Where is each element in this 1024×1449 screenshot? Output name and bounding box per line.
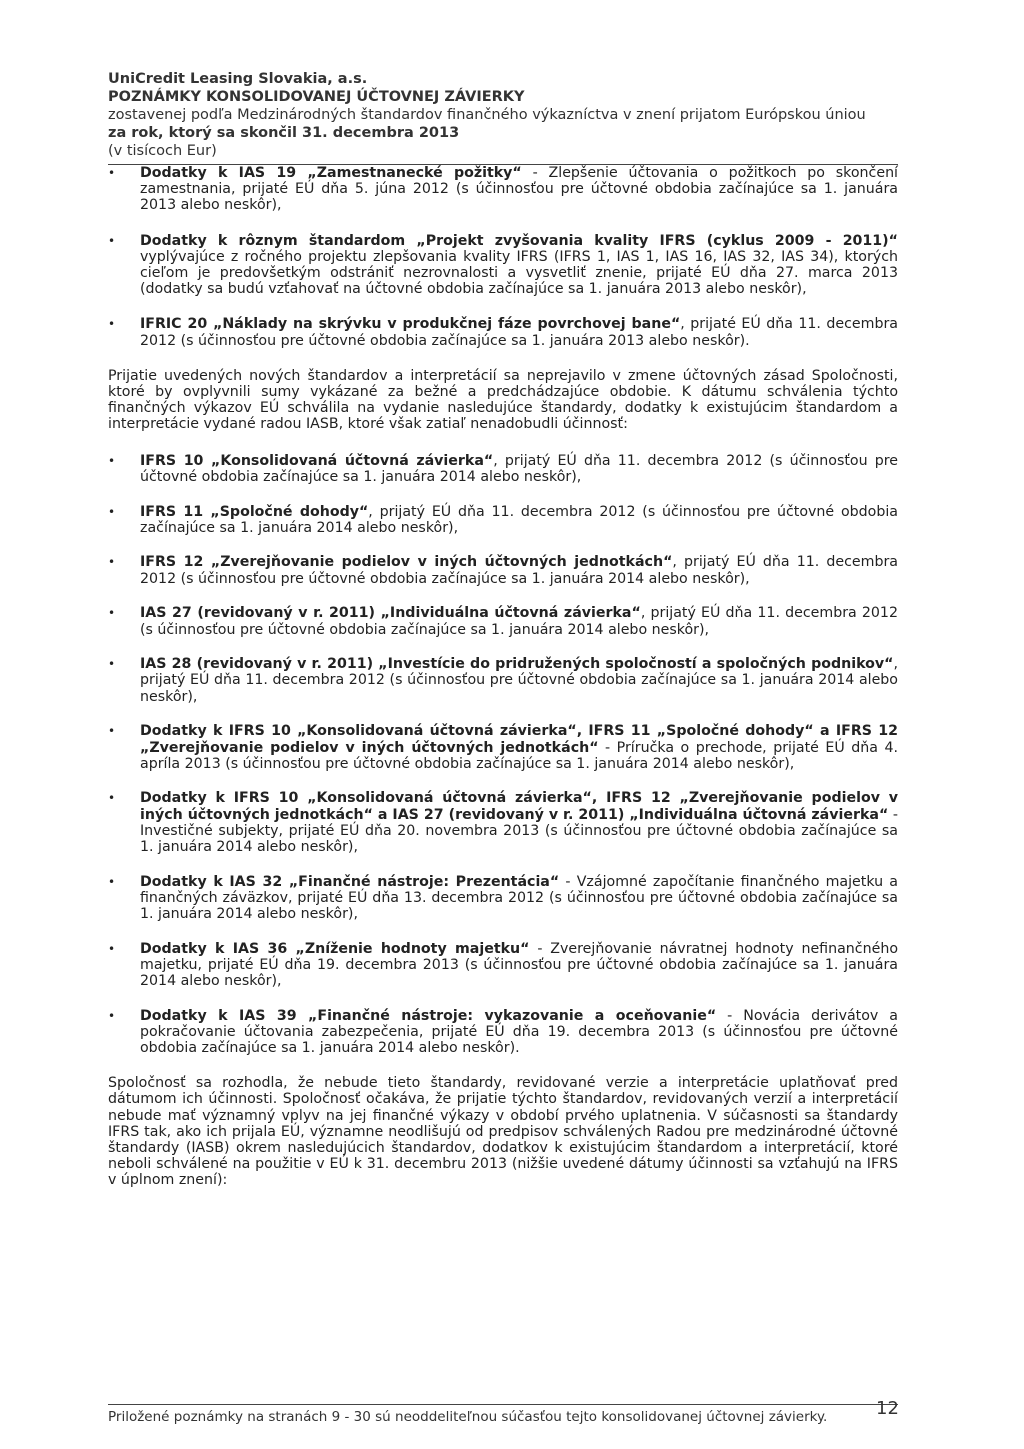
standard-description: - Zverejňovanie návratnej hodnoty nefinančného majetku, prijaté EÚ dňa 19. decembra 2013 (s účinnosťou pre účtovné obdobia začínajúce sa 1. januára 2014 alebo neskôr), xyxy=(140,940,898,990)
list-item xyxy=(108,874,898,923)
paragraph-adoption: Prijatie uvedených nových štandardov a interpretácií sa neprejavilo v zmene účtovných zásad Spoločnosti, ktoré by ovplyvnili sumy vykázané za bežné a predchádzajúce obdobie. K dátumu schválenia týchto finančných výkazov EÚ schválila na vydanie nasledujúce štandardy, dodatky k existujúcim štandardom a interpretácie vydané radou IASB, ktoré však zatiaľ nenadobudli účinnosť: xyxy=(108,367,898,433)
standard-name: IFRS 10 „Konsolidovaná účtovná závierka“ xyxy=(140,452,494,469)
document-title: POZNÁMKY KONSOLIDOVANEJ ÚČTOVNEJ ZÁVIERKY xyxy=(108,89,525,105)
pending-standards-list xyxy=(108,453,898,1057)
list-item xyxy=(108,1008,898,1057)
standard-name: Dodatky k IFRS 10 „Konsolidovaná účtovná závierka“, IFRS 11 „Spoločné dohody“ a IFRS 12 „Zverejňovanie podielov v iných účtovných jednotkách“ xyxy=(140,723,898,756)
bullet-icon: • xyxy=(108,941,116,956)
bullet-icon: • xyxy=(108,874,116,889)
bullet-icon: • xyxy=(108,791,116,806)
list-item xyxy=(108,941,898,990)
bullet-icon: • xyxy=(108,724,116,739)
standard-description: vyplývajúce z ročného projektu zlepšovania kvality IFRS (IFRS 1, IAS 1, IAS 16, IAS 32, IAS 34), ktorých cieľom je predovšetkým odstrániť nezrovnalosti a vysvetliť znenie, prijaté EÚ dňa 27. marca 2013 (dodatky sa budú vzťahovať na účtovné obdobia začínajúce sa 1. januára 2013 alebo neskôr), xyxy=(140,248,898,298)
page-number: 12 xyxy=(876,1398,899,1419)
paragraph-decision: Spoločnosť sa rozhodla, že nebude tieto štandardy, revidované verzie a interpretácie uplatňovať pred dátumom ich účinnosti. Spoločnosť očakáva, že prijatie týchto štandardov, revidovaných verzií a interpretácií nebude mať významný vplyv na jej finančné výkazy v období prvého uplatnenia. V súčasnosti sa štandardy IFRS tak, ako ich prijala EÚ, významne neodlišujú od predpisov schválených Radou pre medzinárodné účtovné štandardy (IASB) okrem nasledujúcich štandardov, dodatkov k existujúcim štandardom a interpretácií, ktoré neboli schválené na použitie v EÚ k 31. decembru 2013 (nižšie uvedené dátumy účinnosti sa vzťahujú na IFRS v úplnom znení): xyxy=(108,1075,898,1189)
list-item xyxy=(108,656,898,705)
standard-name: Dodatky k IAS 19 „Zamestnanecké požitky“ xyxy=(140,165,522,181)
list-item xyxy=(108,790,898,855)
document-subtitle: zostavenej podľa Medzinárodných štandardov finančného výkazníctva v znení prijatom Európskou úniou xyxy=(108,107,866,123)
standard-description: , prijatý EÚ dňa 11. decembra 2012 (s účinnosťou pre účtovné obdobia začínajúce sa 1. januára 2014 alebo neskôr), xyxy=(140,452,899,485)
bullet-icon: • xyxy=(108,317,116,332)
list-item xyxy=(108,233,898,298)
bullet-icon: • xyxy=(108,453,116,468)
standard-name: IFRIC 20 „Náklady na skrývku v produkčnej fáze povrchovej bane“ xyxy=(140,316,681,333)
standard-name: Dodatky k IAS 36 „Zníženie hodnoty majetku“ xyxy=(140,940,530,957)
reporting-period: za rok, ktorý sa skončil 31. decembra 2013 xyxy=(108,125,460,141)
standard-name: IAS 27 (revidovaný v r. 2011) „Individuálna účtovná závierka“ xyxy=(140,605,641,622)
list-item xyxy=(108,723,898,772)
standard-name: Dodatky k IAS 39 „Finančné nástroje: vykazovanie a oceňovanie“ xyxy=(140,1008,717,1025)
bullet-icon: • xyxy=(108,233,116,248)
standard-description: , prijaté EÚ dňa 11. decembra 2012 (s účinnosťou pre účtovné obdobia začínajúce sa 1. januára 2013 alebo neskôr). xyxy=(140,316,898,349)
list-item xyxy=(108,504,898,536)
standard-name: IFRS 12 „Zverejňovanie podielov v iných účtovných jednotkách“ xyxy=(140,554,673,571)
currency-units: (v tisícoch Eur) xyxy=(108,143,217,159)
bullet-icon: • xyxy=(108,555,116,570)
standard-name: Dodatky k rôznym štandardom „Projekt zvyšovania kvality IFRS (cyklus 2009 - 2011)“ xyxy=(140,232,898,249)
standard-name: IFRS 11 „Spoločné dohody“ xyxy=(140,503,369,520)
standard-description: - Novácia derivátov a pokračovanie účtovania zabezpečenia, prijaté EÚ dňa 19. decembra 2013 (s účinnosťou pre účtovné obdobia začínajúce sa 1. januára 2014 alebo neskôr). xyxy=(140,1008,898,1057)
standard-description: - Zlepšenie účtovania o požitkoch po skončení zamestnania, prijaté EÚ dňa 5. júna 2012 (s účinnosťou pre účtovné obdobia začínajúce sa 1. januára 2013 alebo neskôr), xyxy=(140,165,899,214)
page-header xyxy=(108,70,898,160)
bullet-icon: • xyxy=(108,1009,116,1024)
standard-description: - Vzájomné započítanie finančného majetku a finančných záväzkov, prijaté EÚ dňa 13. decembra 2012 (s účinnosťou pre účtovné obdobia začínajúce sa 1. januára 2014 alebo neskôr), xyxy=(140,873,898,923)
bullet-icon: • xyxy=(108,166,116,180)
list-item xyxy=(108,316,898,348)
standard-name: IAS 28 (revidovaný v r. 2011) „Investície do pridružených spoločností a spoločných podnikov“ xyxy=(140,656,894,673)
standard-name: Dodatky k IFRS 10 „Konsolidovaná účtovná závierka“, IFRS 12 „Zverejňovanie podielov v iných účtovných jednotkách“ a IAS 27 (revidovaný v r. 2011) „Individuálna účtovná závierka“ xyxy=(140,790,898,823)
standard-name: Dodatky k IAS 32 „Finančné nástroje: Prezentácia“ xyxy=(140,873,560,890)
list-item xyxy=(108,554,898,586)
standard-description: , prijatý EÚ dňa 11. decembra 2012 (s účinnosťou pre účtovné obdobia začínajúce sa 1. januára 2014 alebo neskôr), xyxy=(140,503,898,536)
document-page xyxy=(108,70,898,1189)
standard-description: - Investičné subjekty, prijaté EÚ dňa 20. novembra 2013 (s účinnosťou pre účtovné obdobia začínajúce sa 1. januára 2014 alebo neskôr), xyxy=(140,806,898,856)
bullet-icon: • xyxy=(108,606,116,621)
footer-divider xyxy=(108,1404,898,1405)
list-item xyxy=(108,165,898,214)
adopted-standards-list xyxy=(108,165,898,349)
list-item xyxy=(108,453,898,485)
bullet-icon: • xyxy=(108,504,116,519)
standard-description: , prijatý EÚ dňa 11. decembra 2012 (s účinnosťou pre účtovné obdobia začínajúce sa 1. januára 2014 alebo neskôr), xyxy=(140,605,898,638)
list-item xyxy=(108,605,898,637)
standard-description: - Príručka o prechode, prijaté EÚ dňa 4. apríla 2013 (s účinnosťou pre účtovné obdobia začínajúce sa 1. januára 2014 alebo neskôr), xyxy=(140,739,898,772)
standard-description: , prijatý EÚ dňa 11. decembra 2012 (s účinnosťou pre účtovné obdobia začínajúce sa 1. januára 2014 alebo neskôr), xyxy=(140,656,898,705)
bullet-icon: • xyxy=(108,657,116,672)
footer-note: Priložené poznámky na stranách 9 - 30 sú neoddeliteľnou súčasťou tejto konsolidovanej účtovnej závierky. xyxy=(108,1409,828,1425)
standard-description: , prijatý EÚ dňa 11. decembra 2012 (s účinnosťou pre účtovné obdobia začínajúce sa 1. januára 2014 alebo neskôr), xyxy=(140,554,898,587)
company-name: UniCredit Leasing Slovakia, a.s. xyxy=(108,71,368,87)
